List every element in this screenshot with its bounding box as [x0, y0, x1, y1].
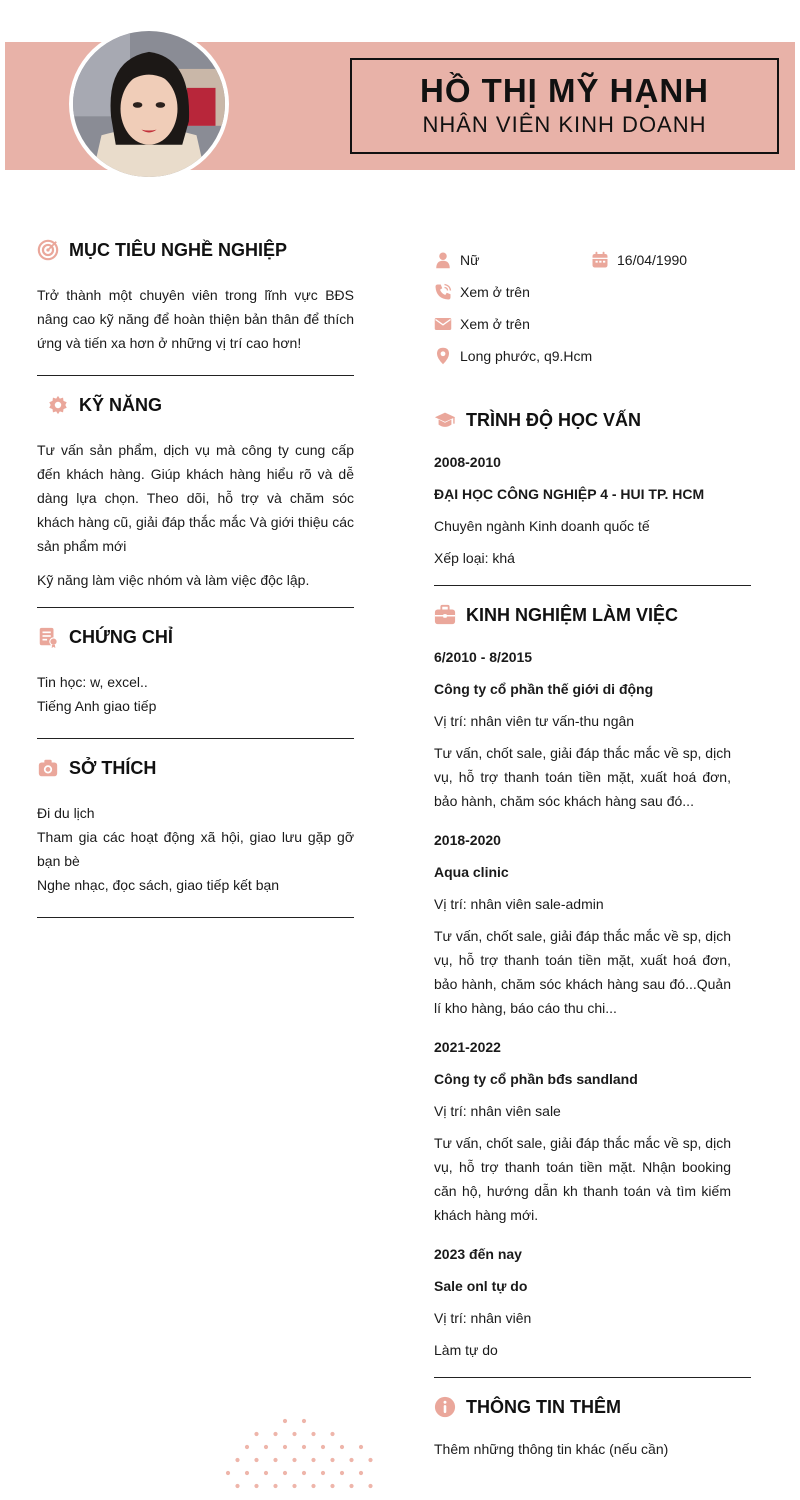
divider	[434, 585, 751, 586]
job-company: Công ty cổ phần thế giới di động	[434, 681, 654, 697]
hobbies-title: SỞ THÍCH	[69, 757, 157, 778]
hobby-item: Nghe nhạc, đọc sách, giao tiếp kết bạn	[37, 877, 280, 893]
decorative-dot	[283, 1419, 287, 1423]
decorative-dot	[235, 1484, 239, 1488]
person-icon	[434, 251, 452, 269]
address-value: Long phước, q9.Hcm	[460, 348, 593, 364]
job-period: 2021-2022	[434, 1039, 501, 1055]
certificates-title: CHỨNG CHỈ	[69, 626, 173, 647]
decorative-dot	[273, 1458, 277, 1462]
education-major: Chuyên ngành Kinh doanh quốc tế	[434, 518, 650, 534]
divider	[37, 917, 354, 918]
decorative-dot	[330, 1458, 334, 1462]
mail-icon	[434, 315, 452, 333]
skills-heading	[47, 394, 162, 416]
certificate-item: Tiếng Anh giao tiếp	[37, 698, 157, 714]
hobby-item: Đi du lịch	[37, 805, 95, 821]
certificates-heading	[37, 626, 173, 648]
more-info-heading	[434, 1396, 621, 1418]
job-description: Làm tự do	[434, 1342, 498, 1358]
more-info-title: THÔNG TIN THÊM	[466, 1396, 621, 1417]
decorative-dot	[302, 1445, 306, 1449]
decorative-dot	[292, 1458, 296, 1462]
skills-title: KỸ NĂNG	[79, 394, 163, 415]
education-title: TRÌNH ĐỘ HỌC VẤN	[466, 409, 641, 430]
decorative-dot	[311, 1458, 315, 1462]
decorative-dot	[235, 1458, 239, 1462]
phone-icon	[434, 283, 452, 301]
decorative-dot	[254, 1484, 258, 1488]
job-company: Sale onl tự do	[434, 1278, 528, 1294]
decorative-dot	[359, 1471, 363, 1475]
birthday-info	[591, 251, 687, 269]
decorative-dot	[283, 1445, 287, 1449]
decorative-dot	[273, 1484, 277, 1488]
skills-text: Tư vấn sản phẩm, dịch vụ mà công ty cung cấp đến khách hàng. Giúp khách hàng hiểu rõ và dễ dàng lựa chọn. Theo dõi, hỗ trợ và chăm sóc khách hàng cũ, giải đáp thắc mắc Và giới thiệu các sản phẩm mới	[37, 442, 354, 554]
education-heading	[434, 409, 641, 431]
job-period: 6/2010 - 8/2015	[434, 649, 533, 665]
info-icon	[434, 1396, 456, 1418]
education-grade: Xếp loại: khá	[434, 550, 515, 566]
gender-info	[434, 251, 479, 269]
camera-icon	[37, 757, 59, 779]
decorative-dot	[349, 1458, 353, 1462]
decorative-dot	[264, 1445, 268, 1449]
school-name: ĐẠI HỌC CÔNG NGHIỆP 4 - HUI TP. HCM	[434, 486, 705, 502]
job-company: Aqua clinic	[434, 864, 509, 880]
phone-value: Xem ở trên	[460, 284, 530, 300]
education-period: 2008-2010	[434, 454, 501, 470]
decorative-dot	[321, 1471, 325, 1475]
phone-info	[434, 283, 530, 301]
hobby-item: Tham gia các hoạt động xã hội, giao lưu gặp gỡ bạn bè	[37, 829, 354, 869]
name-box	[350, 58, 779, 154]
candidate-role: NHÂN VIÊN KINH DOANH	[422, 112, 707, 137]
target-icon	[37, 239, 59, 261]
decorative-dot	[302, 1419, 306, 1423]
job-position: Vị trí: nhân viên sale-admin	[434, 896, 604, 912]
briefcase-icon	[434, 604, 456, 626]
job-description: Tư vấn, chốt sale, giải đáp thắc mắc về sp, dịch vụ, hỗ trợ thanh toán tiền mặt, xuất hoá đơn, bảo hành, chăm sóc khách hàng sau đó...	[434, 745, 731, 809]
decorative-dot	[292, 1432, 296, 1436]
decorative-dot	[349, 1484, 353, 1488]
experience-heading	[434, 604, 678, 626]
decorative-dot-pattern	[205, 1415, 395, 1500]
hobbies-heading	[37, 757, 156, 779]
job-description: Tư vấn, chốt sale, giải đáp thắc mắc về sp, dịch vụ, hỗ trợ thanh toán tiền mặt. Nhận booking căn hộ, hướng dẫn kh thanh toán và tìm kiếm khách hàng mới.	[434, 1135, 731, 1223]
decorative-dot	[245, 1471, 249, 1475]
decorative-dot	[302, 1471, 306, 1475]
decorative-dot	[273, 1432, 277, 1436]
decorative-dot	[264, 1471, 268, 1475]
objective-title: MỤC TIÊU NGHỀ NGHIỆP	[69, 239, 288, 260]
experience-title: KINH NGHIỆM LÀM VIỆC	[466, 604, 679, 625]
decorative-dot	[254, 1432, 258, 1436]
decorative-dot	[368, 1484, 372, 1488]
gear-icon	[47, 394, 69, 416]
job-company: Công ty cổ phần bđs sandland	[434, 1071, 638, 1087]
gender-value: Nữ	[460, 252, 480, 268]
job-position: Vị trí: nhân viên tư vấn-thu ngân	[434, 713, 635, 729]
job-period: 2018-2020	[434, 832, 501, 848]
decorative-dot	[254, 1458, 258, 1462]
decorative-dot	[321, 1445, 325, 1449]
job-position: Vị trí: nhân viên sale	[434, 1103, 561, 1119]
decorative-dot	[292, 1484, 296, 1488]
skills-extra: Kỹ năng làm việc nhóm và làm việc độc lập.	[37, 572, 310, 588]
divider	[37, 607, 354, 608]
decorative-dot	[311, 1484, 315, 1488]
location-pin-icon	[434, 347, 452, 365]
profile-photo	[69, 27, 229, 181]
decorative-dot	[340, 1471, 344, 1475]
decorative-dot	[359, 1445, 363, 1449]
decorative-dot	[368, 1458, 372, 1462]
birthday-value: 16/04/1990	[617, 252, 688, 268]
email-info	[434, 315, 530, 333]
job-description: Tư vấn, chốt sale, giải đáp thắc mắc về sp, dịch vụ, hỗ trợ thanh toán tiền mặt, xuất hoá đơn, bảo hành, chăm sóc khách hàng sau đó...Quản lí kho hàng, báo cáo thu chi...	[434, 928, 731, 1016]
decorative-dot	[226, 1471, 230, 1475]
candidate-name: HỒ THỊ MỸ HẠNH	[420, 72, 709, 109]
address-info	[434, 347, 592, 365]
decorative-dot	[311, 1432, 315, 1436]
divider	[37, 738, 354, 739]
divider	[37, 375, 354, 376]
job-period: 2023 đến nay	[434, 1246, 522, 1262]
decorative-dot	[283, 1471, 287, 1475]
job-position: Vị trí: nhân viên	[434, 1310, 532, 1326]
decorative-dot	[340, 1445, 344, 1449]
calendar-icon	[591, 251, 609, 269]
certificate-icon	[37, 626, 59, 648]
email-value: Xem ở trên	[460, 316, 530, 332]
objective-text: Trở thành một chuyên viên trong lĩnh vực BĐS nâng cao kỹ năng để hoàn thiện bản thân để thích ứng và tiến xa hơn ở những vị trí cao hơn!	[37, 287, 354, 351]
more-info-text: Thêm những thông tin khác (nếu cần)	[434, 1441, 669, 1457]
decorative-dot	[330, 1484, 334, 1488]
certificate-item: Tin học: w, excel..	[37, 674, 148, 690]
decorative-dot	[330, 1432, 334, 1436]
divider	[434, 1377, 751, 1378]
graduation-cap-icon	[434, 409, 456, 431]
decorative-dot	[245, 1445, 249, 1449]
objective-heading	[37, 239, 287, 261]
